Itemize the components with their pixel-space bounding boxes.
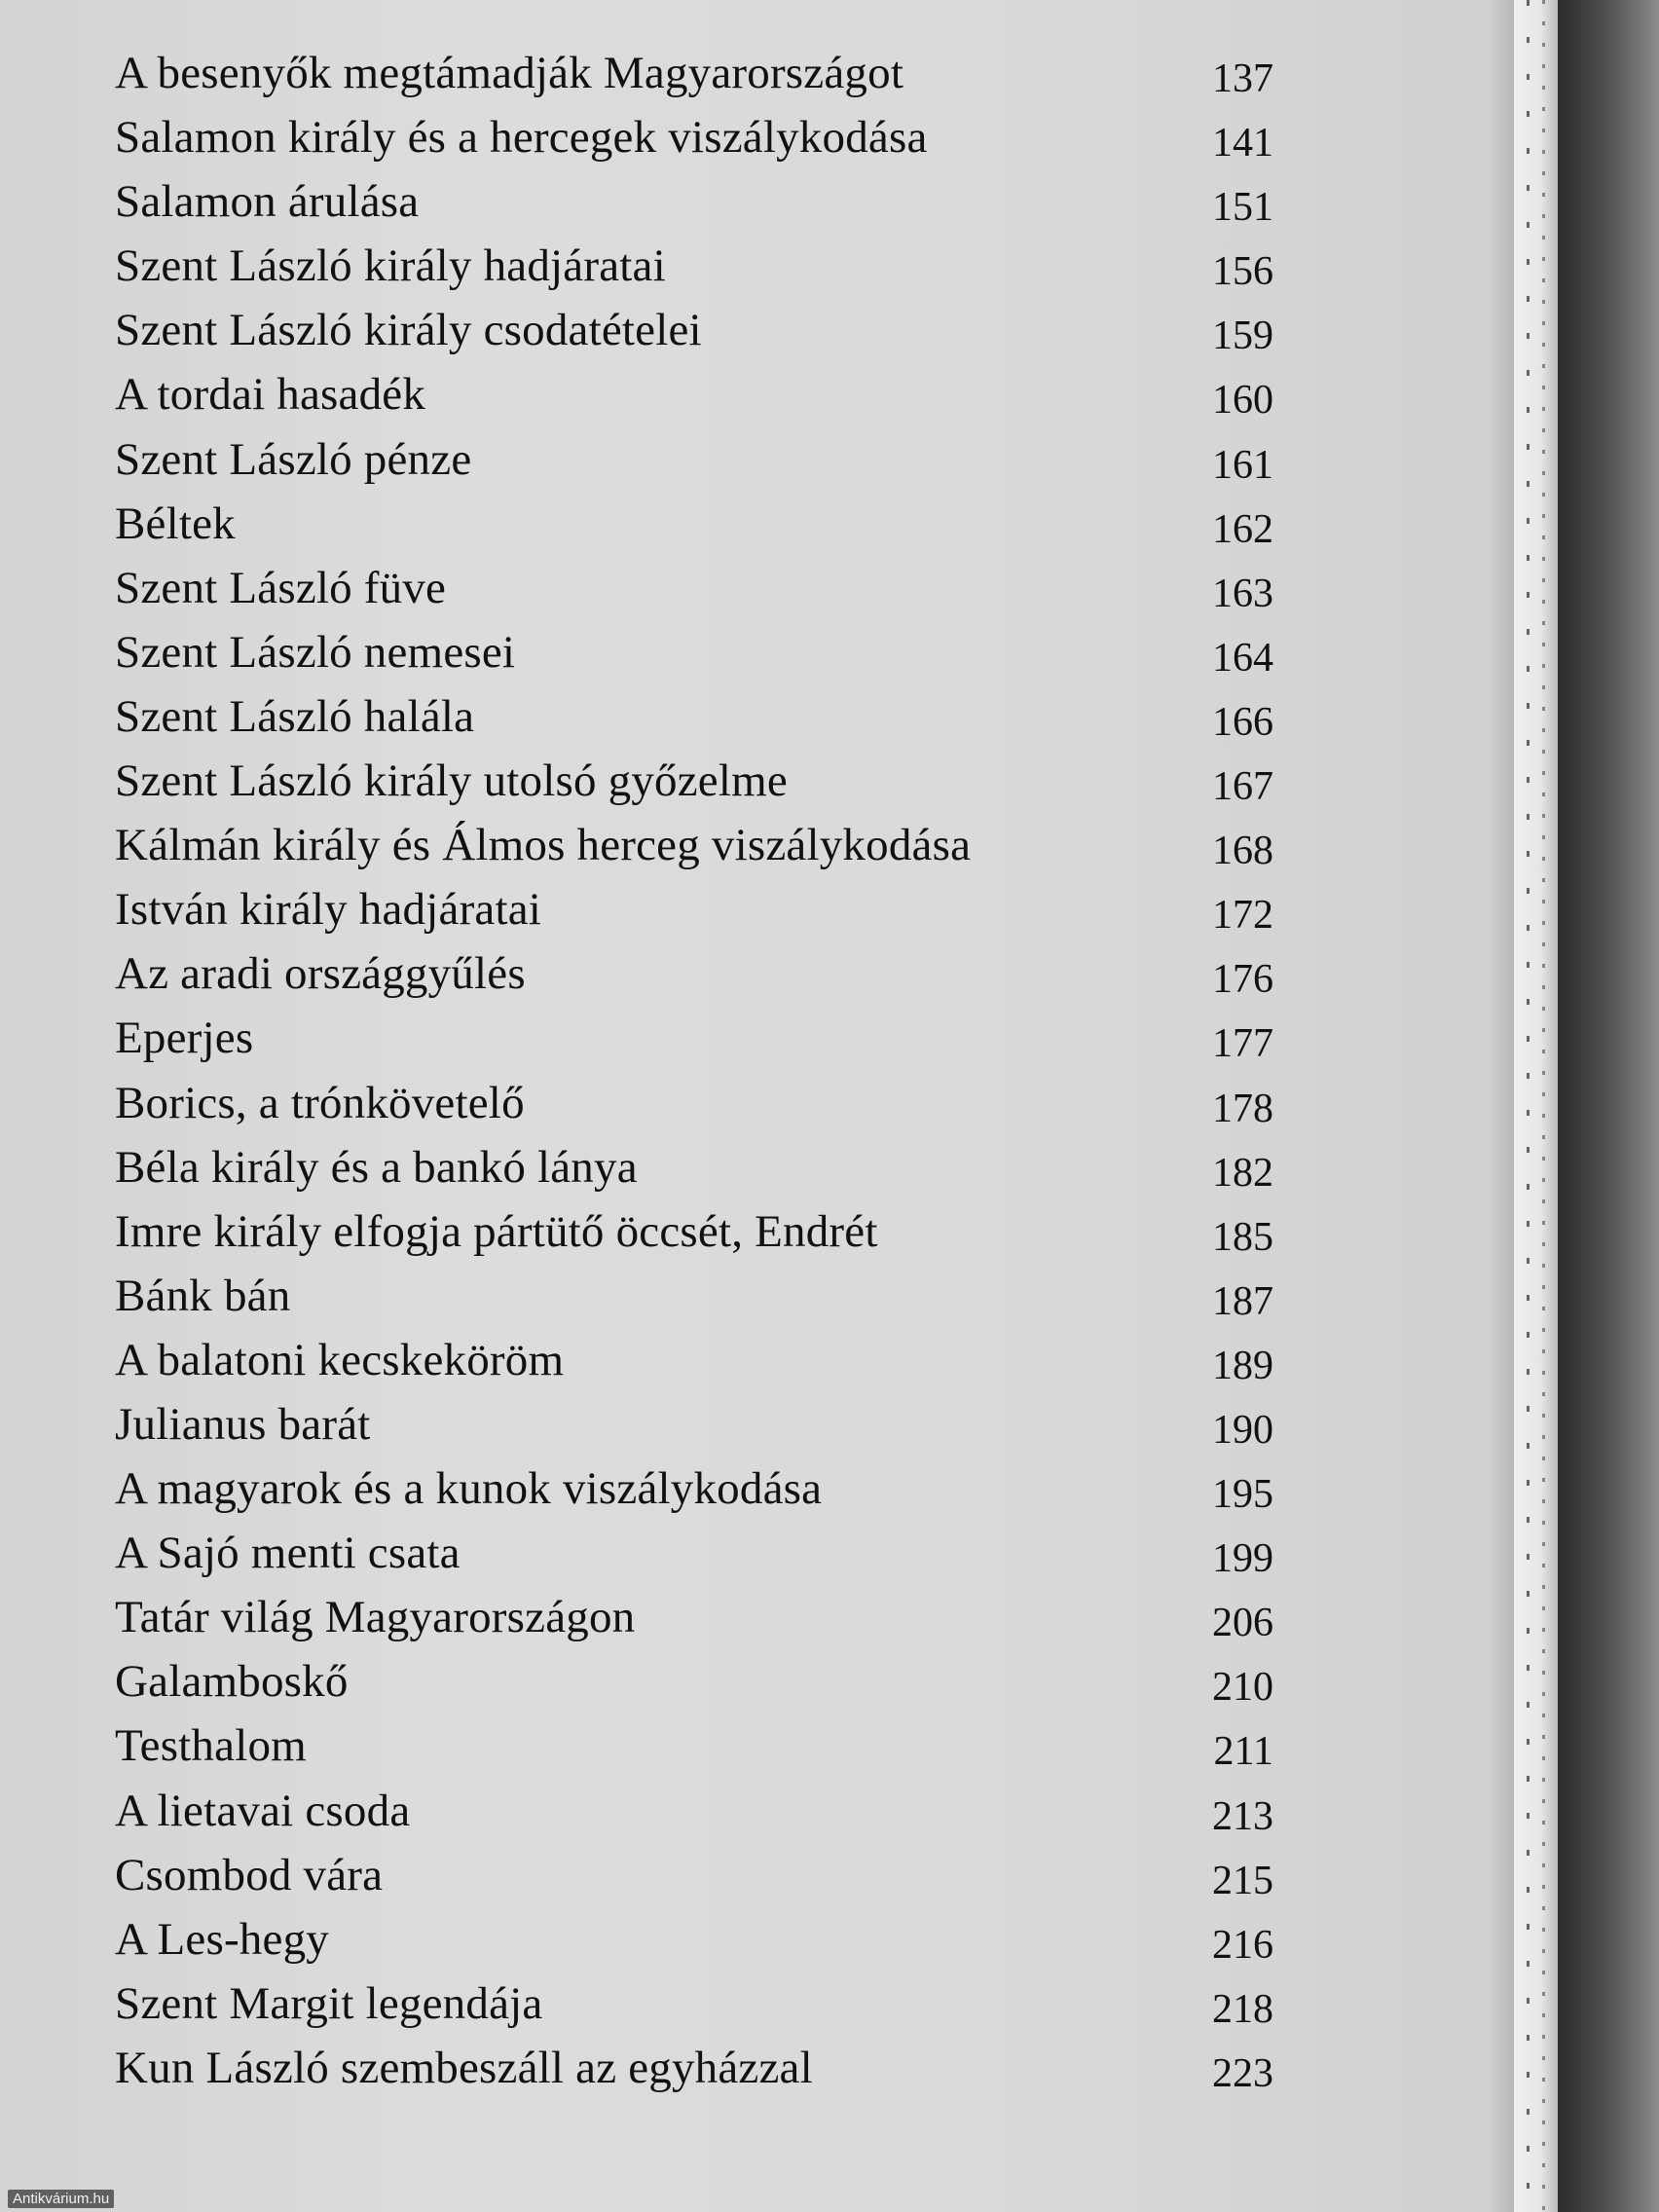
toc-entry-page-number: 172 <box>1212 893 1273 939</box>
toc-entry-title: A Sajó menti csata <box>115 1528 461 1579</box>
toc-entry <box>115 1907 1273 1972</box>
watermark-label: Antikvárium.hu <box>8 2190 114 2208</box>
toc-entry <box>115 1456 1273 1521</box>
toc-entry-page-number: 216 <box>1212 1922 1273 1968</box>
toc-entry-page-number: 137 <box>1212 56 1273 101</box>
toc-entry <box>115 749 1273 813</box>
toc-entry <box>115 362 1273 426</box>
toc-entry-title: Béla király és a bankó lánya <box>115 1141 638 1193</box>
toc-entry <box>115 877 1273 941</box>
toc-entry-page-number: 206 <box>1212 1601 1273 1646</box>
page-edges <box>1514 0 1558 2212</box>
toc-entry-title: Béltek <box>115 498 236 549</box>
page-gutter-shadow <box>1490 0 1514 2212</box>
toc-entry-page-number: 189 <box>1212 1343 1273 1388</box>
toc-entry-title: A balatoni kecskeköröm <box>115 1334 565 1385</box>
toc-entry-page-number: 213 <box>1212 1793 1273 1839</box>
toc-entry-page-number: 178 <box>1212 1086 1273 1131</box>
toc-entry-title: Salamon király és a hercegek viszálykodása <box>115 112 928 164</box>
toc-entry-title: Salamon árulása <box>115 176 420 228</box>
toc-entry <box>115 169 1273 234</box>
toc-entry-title: Bánk bán <box>115 1270 291 1321</box>
toc-entry-title: A tordai hasadék <box>115 369 426 421</box>
toc-entry <box>115 492 1273 556</box>
toc-entry-title: Szent László király utolsó győzelme <box>115 756 788 807</box>
toc-entry-page-number: 168 <box>1212 829 1273 874</box>
toc-entry <box>115 427 1273 492</box>
toc-entry-title: Kun László szembeszáll az egyházzal <box>115 2042 813 2093</box>
toc-entry <box>115 1972 1273 2036</box>
toc-entry <box>115 813 1273 877</box>
toc-entry-page-number: 164 <box>1212 635 1273 681</box>
toc-entry-title: Szent László nemesei <box>115 626 516 678</box>
toc-entry <box>115 1392 1273 1456</box>
toc-entry-page-number: 160 <box>1212 378 1273 424</box>
toc-entry-title: Csombod vára <box>115 1849 384 1900</box>
toc-entry-page-number: 199 <box>1212 1536 1273 1582</box>
toc-entry <box>115 105 1273 169</box>
toc-entry-title: Szent László király csodatételei <box>115 305 702 356</box>
toc-entry <box>115 1843 1273 1907</box>
toc-entry <box>115 1071 1273 1135</box>
book-spine <box>1558 0 1659 2212</box>
toc-entry <box>115 684 1273 749</box>
toc-entry <box>115 1585 1273 1649</box>
toc-entry-page-number: 210 <box>1212 1665 1273 1711</box>
toc-entry <box>115 1649 1273 1714</box>
toc-entry-title: István király hadjáratai <box>115 884 542 936</box>
toc-entry <box>115 1135 1273 1199</box>
table-of-contents <box>115 41 1273 2100</box>
toc-entry-page-number: 182 <box>1212 1150 1273 1196</box>
toc-entry <box>115 1521 1273 1585</box>
toc-entry <box>115 1714 1273 1778</box>
toc-entry <box>115 1199 1273 1264</box>
toc-entry-page-number: 163 <box>1212 571 1273 616</box>
toc-entry-page-number: 166 <box>1212 699 1273 745</box>
toc-entry <box>115 298 1273 362</box>
toc-entry-title: Kálmán király és Álmos herceg viszálykodása <box>115 820 972 871</box>
toc-entry-page-number: 177 <box>1212 1021 1273 1067</box>
toc-entry-page-number: 190 <box>1212 1407 1273 1453</box>
toc-entry-title: A lietavai csoda <box>115 1785 411 1836</box>
toc-entry-title: Imre király elfogja pártütő öccsét, Endrét <box>115 1205 878 1257</box>
toc-entry-title: A Les-hegy <box>115 1913 329 1965</box>
toc-entry-title: A besenyők megtámadják Magyarországot <box>115 48 904 98</box>
toc-entry-title: Szent László halála <box>115 690 475 742</box>
page-edge-marks-inner <box>1542 0 1545 2212</box>
toc-entry-title: Szent László füve <box>115 562 447 613</box>
toc-entry-title: Az aradi országgyűlés <box>115 948 526 1000</box>
toc-entry-title: Galamboskő <box>115 1656 349 1708</box>
toc-entry-title: Szent László pénze <box>115 433 472 485</box>
toc-entry <box>115 1006 1273 1070</box>
toc-entry <box>115 2036 1273 2100</box>
toc-entry-title: Tatár világ Magyarországon <box>115 1592 636 1643</box>
toc-entry <box>115 1779 1273 1843</box>
toc-entry-page-number: 162 <box>1212 506 1273 552</box>
toc-entry <box>115 1328 1273 1392</box>
toc-entry-page-number: 223 <box>1212 2050 1273 2096</box>
toc-entry-page-number: 156 <box>1212 249 1273 295</box>
toc-entry <box>115 620 1273 684</box>
toc-entry-title: Eperjes <box>115 1013 254 1064</box>
toc-entry <box>115 1264 1273 1328</box>
toc-entry-title: Borics, a trónkövetelő <box>115 1077 525 1128</box>
toc-entry-page-number: 151 <box>1212 185 1273 231</box>
toc-entry-title: Testhalom <box>115 1720 307 1772</box>
toc-entry-page-number: 161 <box>1212 442 1273 488</box>
toc-entry-page-number: 195 <box>1212 1472 1273 1518</box>
toc-entry-page-number: 159 <box>1212 313 1273 359</box>
toc-entry-title: Julianus barát <box>115 1398 371 1450</box>
toc-entry-page-number: 176 <box>1212 957 1273 1003</box>
toc-entry-page-number: 215 <box>1212 1858 1273 1903</box>
toc-entry-page-number: 141 <box>1212 121 1273 166</box>
toc-entry <box>115 941 1273 1006</box>
toc-entry-title: Szent Margit legendája <box>115 1977 543 2029</box>
toc-entry-title: Szent László király hadjáratai <box>115 240 666 292</box>
toc-entry-page-number: 218 <box>1212 1986 1273 2032</box>
toc-entry <box>115 234 1273 298</box>
toc-entry-page-number: 211 <box>1213 1729 1273 1775</box>
toc-entry-page-number: 187 <box>1212 1278 1273 1324</box>
page-edge-marks <box>1527 0 1530 2212</box>
toc-entry-page-number: 185 <box>1212 1214 1273 1260</box>
toc-entry <box>115 41 1273 105</box>
toc-entry-page-number: 167 <box>1212 764 1273 810</box>
toc-entry-title: A magyarok és a kunok viszálykodása <box>115 1463 823 1515</box>
toc-entry <box>115 556 1273 620</box>
